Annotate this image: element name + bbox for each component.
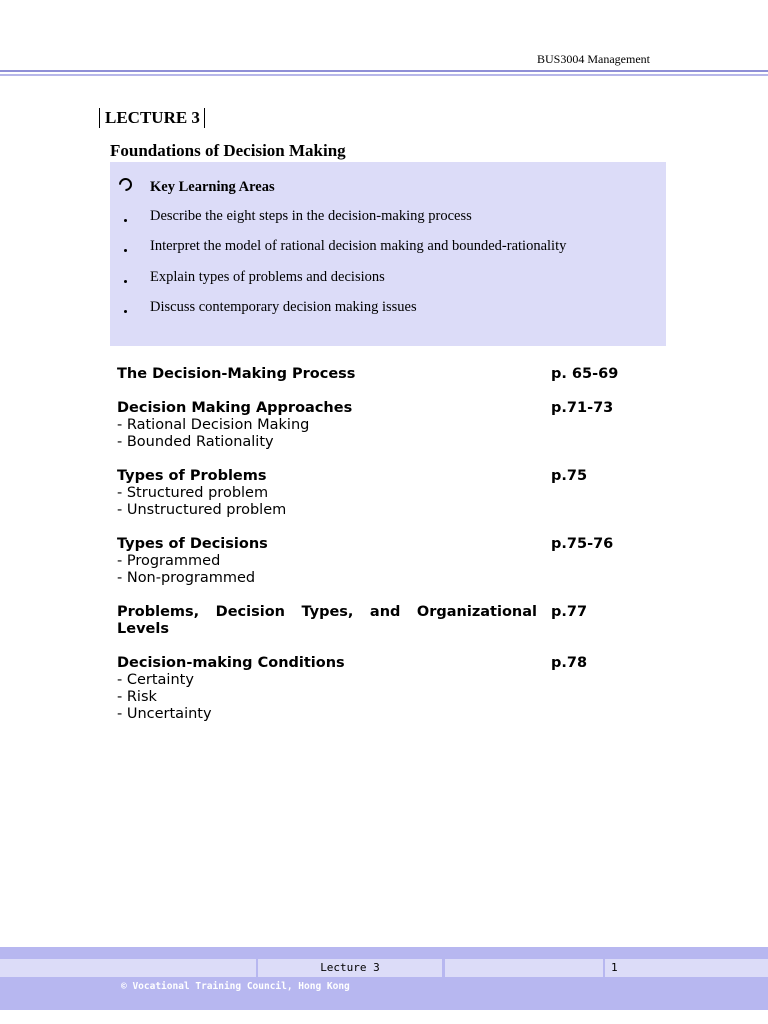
footer-band-top <box>0 947 768 957</box>
topic-pages: p.75-76 <box>551 536 614 552</box>
topic-subitem: - Non-programmed <box>117 570 256 586</box>
topic-pages: p. 65-69 <box>551 366 619 382</box>
topic-title: Decision Making Approaches <box>117 400 353 416</box>
topic-pages: p.77 <box>551 604 588 620</box>
bullet-icon <box>124 310 127 313</box>
key-learning-box <box>110 162 666 346</box>
topic-subitem: - Programmed <box>117 553 221 569</box>
topic-subitem: - Rational Decision Making <box>117 417 310 433</box>
footer-copyright: © Vocational Training Council, Hong Kong <box>121 981 350 992</box>
topic-pages: p.71-73 <box>551 400 614 416</box>
topic-entry <box>117 400 637 451</box>
key-learning-item: Discuss contemporary decision making issues <box>150 299 417 315</box>
topic-entry <box>117 655 637 723</box>
lecture-subtitle: Foundations of Decision Making <box>110 141 346 160</box>
footer-band-bottom <box>0 979 768 1010</box>
topic-entry <box>117 468 637 519</box>
footer-cell-empty <box>0 959 256 977</box>
bullet-icon <box>124 249 127 252</box>
key-learning-item: Explain types of problems and decisions <box>150 269 385 285</box>
lecture-title: LECTURE 3 <box>99 108 205 128</box>
bullet-icon <box>124 219 127 222</box>
topic-subitem: - Certainty <box>117 672 194 688</box>
bullet-icon <box>124 280 127 283</box>
topic-subitem: - Risk <box>117 689 157 705</box>
header-rule <box>0 70 768 72</box>
topic-list <box>117 366 637 740</box>
header-rule-secondary <box>0 74 768 76</box>
key-learning-item: Interpret the model of rational decision making and bounded-rationality <box>150 238 567 254</box>
topic-subitem: - Uncertainty <box>117 706 212 722</box>
topic-pages: p.75 <box>551 468 588 484</box>
topic-entry <box>117 366 637 383</box>
key-learning-item: Describe the eight steps in the decision-making process <box>150 208 472 224</box>
topic-title: Decision-making Conditions <box>117 655 345 671</box>
topic-pages: p.78 <box>551 655 588 671</box>
topic-subitem: - Bounded Rationality <box>117 434 274 450</box>
topic-subitem: - Structured problem <box>117 485 269 501</box>
footer-cell-empty <box>445 959 603 977</box>
topic-entry <box>117 536 637 587</box>
topic-title: Types of Problems <box>117 468 267 484</box>
footer-page-number: 1 <box>605 959 768 977</box>
key-learning-heading: Key Learning Areas <box>150 179 275 195</box>
topic-subitem: - Unstructured problem <box>117 502 287 518</box>
circle-bullet-icon <box>116 175 134 193</box>
topic-entry <box>117 604 637 638</box>
topic-title: Types of Decisions <box>117 536 268 552</box>
footer-lecture-label: Lecture 3 <box>258 959 442 977</box>
topic-title: The Decision-Making Process <box>117 366 356 382</box>
footer-row <box>0 957 768 979</box>
topic-title: Problems, Decision Types, and Organizational Levels <box>117 604 537 637</box>
course-header: BUS3004 Management <box>537 52 650 66</box>
